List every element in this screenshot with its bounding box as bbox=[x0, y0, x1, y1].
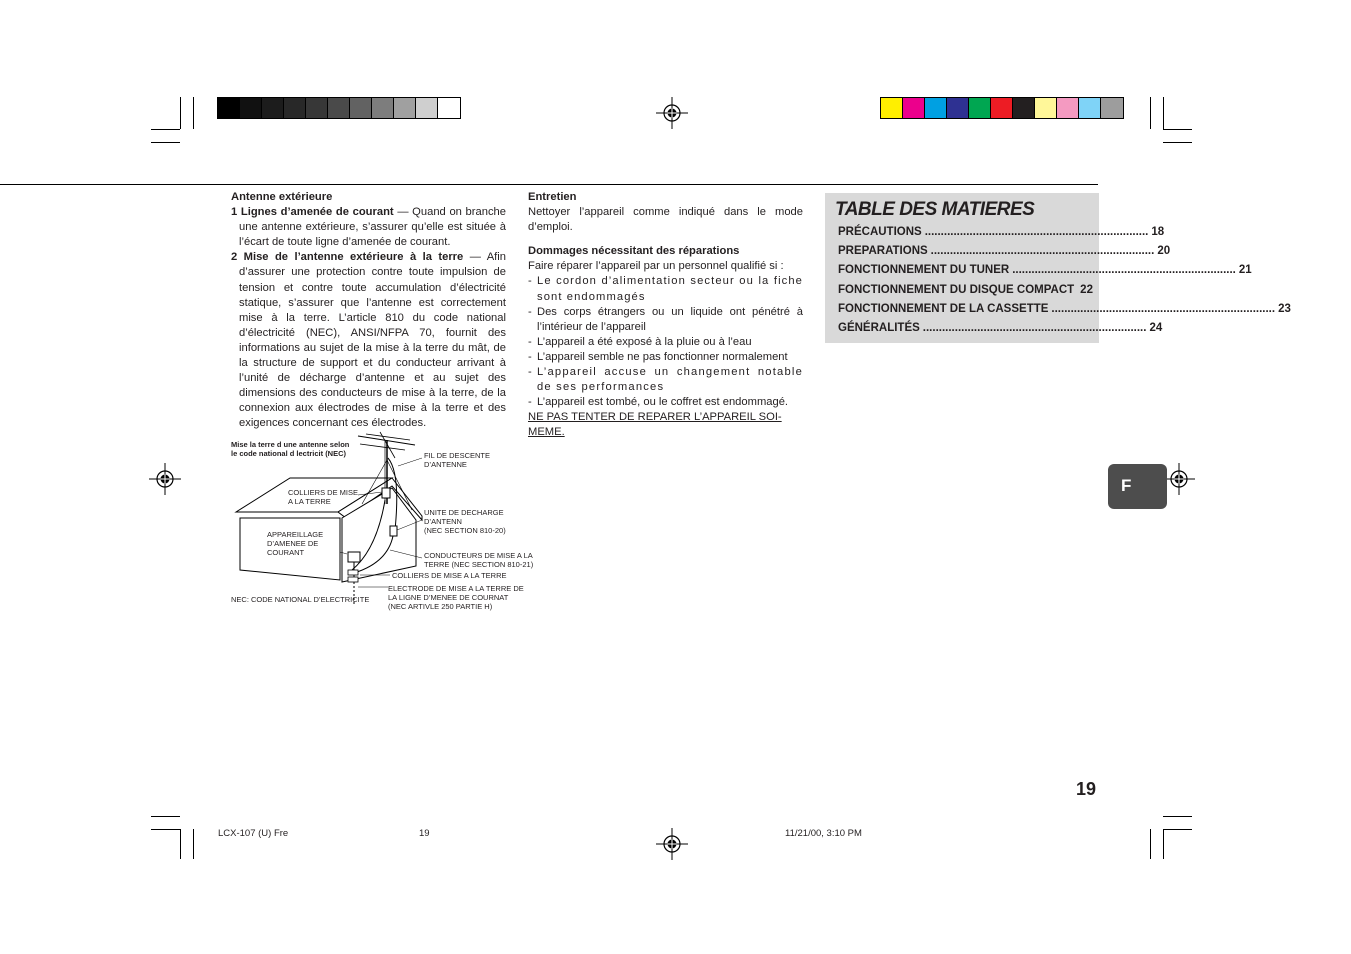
gray-swatch bbox=[372, 98, 394, 118]
toc-entry-preparations[interactable]: PREPARATIONS ...................................................................... 20 bbox=[838, 245, 1171, 257]
diagram-title-line2: le code national d lectricit (NEC) bbox=[231, 449, 347, 458]
color-calibration-bar bbox=[880, 97, 1124, 119]
gray-calibration-bar bbox=[217, 97, 461, 119]
item-grounding-text: — Afin d’assurer une protection contre toute impulsion de tension et contre toute accumulation d’électricité statique, s’assurer que l’antenne est correctement mise à la terre. L’article 810 du code national d’électricité (NEC), ANSI/NFPA 70, fournit des informations au sujet de la mise à la terre du mât, de la structure de support et du conducteur arrivant à l’unité de décharge d’antenne et au sujet des dimensions des conducteurs de mise à la terre, de la connexion aux électrodes de mise à la terre et des exigences concernant ces électrodes. bbox=[239, 251, 506, 430]
list-item: - L’appareil accuse un changement notable de ses performances bbox=[528, 366, 803, 394]
toc-entry-precautions[interactable]: PRÉCAUTIONS ...................................................................... 18 bbox=[838, 226, 1165, 238]
antenna-section bbox=[231, 190, 506, 432]
gray-swatch bbox=[218, 98, 240, 118]
gray-swatch bbox=[350, 98, 372, 118]
color-swatch bbox=[1013, 98, 1035, 118]
registration-mark-right bbox=[1163, 463, 1195, 495]
gray-swatch bbox=[328, 98, 350, 118]
list-item: - L’appareil semble ne pas fonctionner normalement bbox=[528, 350, 788, 363]
color-swatch bbox=[903, 98, 925, 118]
maintenance-heading: Entretien bbox=[528, 191, 577, 203]
language-tab: F bbox=[1108, 464, 1167, 509]
gray-swatch bbox=[262, 98, 284, 118]
gray-swatch bbox=[394, 98, 416, 118]
color-swatch bbox=[991, 98, 1013, 118]
item-power-lines-text: — Quand on branche une antenne extérieure, s’assurer qu’elle est située à l’écart de toute ligne d’amenée de courant. bbox=[239, 206, 506, 249]
gray-swatch bbox=[306, 98, 328, 118]
table-of-contents bbox=[825, 193, 1291, 343]
repair-warning: NE PAS TENTER DE REPARER L’APPAREIL SOI-MEME. bbox=[528, 411, 782, 439]
gray-swatch bbox=[416, 98, 438, 118]
label-lead-in-wire: FIL DE DESCENTE D’ANTENNE bbox=[424, 451, 490, 469]
page-number: 19 bbox=[1076, 779, 1097, 799]
color-swatch bbox=[1101, 98, 1123, 118]
list-item: - L’appareil est tombé, ou le coffret est endommagé. bbox=[528, 396, 789, 409]
gray-swatch bbox=[284, 98, 306, 118]
item-power-lines-title: 1 Lignes d’amenée de courant bbox=[231, 206, 394, 219]
toc-entry-tuner[interactable]: FONCTIONNEMENT DU TUNER ...................................................................... 21 bbox=[838, 264, 1252, 276]
diagram-title-line1: Mise la terre d une antenne selon bbox=[231, 440, 350, 449]
header-rule bbox=[0, 184, 1098, 185]
label-grounding-conductors: CONDUCTEURS DE MISE A LA TERRE (NEC SECTION 810-21) bbox=[424, 551, 534, 569]
color-swatch bbox=[881, 98, 903, 118]
color-swatch bbox=[1035, 98, 1057, 118]
diagram-title bbox=[231, 440, 349, 458]
gray-swatch bbox=[240, 98, 262, 118]
label-electrode: ELECTRODE DE MISE A LA TERRE DE LA LIGNE D’MENEE DE COURNAT (NEC ARTIVLE 250 PARTIE H) bbox=[388, 584, 524, 611]
label-ground-clamps-bottom: COLLIERS DE MISE A LA TERRE bbox=[392, 571, 507, 580]
maintenance-text: Nettoyer l’appareil comme indiqué dans le mode d’emploi. bbox=[528, 206, 803, 234]
color-swatch bbox=[947, 98, 969, 118]
toc-entry-compact-disc[interactable]: FONCTIONNEMENT DU DISQUE COMPACT 22 bbox=[838, 284, 1093, 296]
item-grounding bbox=[231, 250, 506, 431]
color-swatch bbox=[969, 98, 991, 118]
item-grounding-title: 2 Mise de l’antenne extérieure à la terre bbox=[231, 251, 464, 264]
toc-entry-general[interactable]: GÉNÉRALITÉS ...................................................................... 24 bbox=[838, 322, 1163, 334]
registration-mark-top bbox=[656, 97, 688, 129]
antenna-heading: Antenne extérieure bbox=[231, 191, 333, 203]
list-item: - L’appareil a été exposé à la pluie ou à l’eau bbox=[528, 335, 752, 348]
toc-title: TABLE DES MATIERES bbox=[835, 199, 1035, 220]
label-nec-note: NEC: CODE NATIONAL D’ELECTRICITE bbox=[231, 595, 370, 604]
list-item: - Le cordon d’alimentation secteur ou la fiche sont endommagés bbox=[528, 275, 803, 303]
color-swatch bbox=[1079, 98, 1101, 118]
registration-mark-left bbox=[149, 463, 181, 495]
list-item: - Des corps étrangers ou un liquide ont pénétré à l’intérieur de l’appareil bbox=[528, 305, 803, 333]
maintenance-section bbox=[528, 190, 803, 441]
label-discharge-unit: UNITE DE DECHARGE D’ANTENN (NEC SECTION 810-20) bbox=[424, 508, 506, 535]
damage-heading: Dommages nécessitant des réparations bbox=[528, 245, 740, 258]
label-ground-clamps-top: COLLIERS DE MISE A LA TERRE bbox=[288, 488, 359, 506]
footer-page: 19 bbox=[419, 828, 430, 839]
footer-file: LCX-107 (U) Fre bbox=[218, 828, 289, 839]
color-swatch bbox=[1057, 98, 1079, 118]
gray-swatch bbox=[438, 98, 460, 118]
footer-date: 11/21/00, 3:10 PM bbox=[785, 828, 862, 839]
registration-mark-bottom bbox=[656, 828, 688, 860]
toc-entry-cassette[interactable]: FONCTIONNEMENT DE LA CASSETTE ...................................................................... 23 bbox=[838, 303, 1291, 315]
color-swatch bbox=[925, 98, 947, 118]
damage-intro: Faire réparer l’appareil par un personnel qualifié si : bbox=[528, 260, 784, 273]
item-power-lines bbox=[231, 205, 506, 250]
label-service-equipment: APPAREILLAGE D’AMENEE DE COURANT bbox=[267, 530, 324, 557]
